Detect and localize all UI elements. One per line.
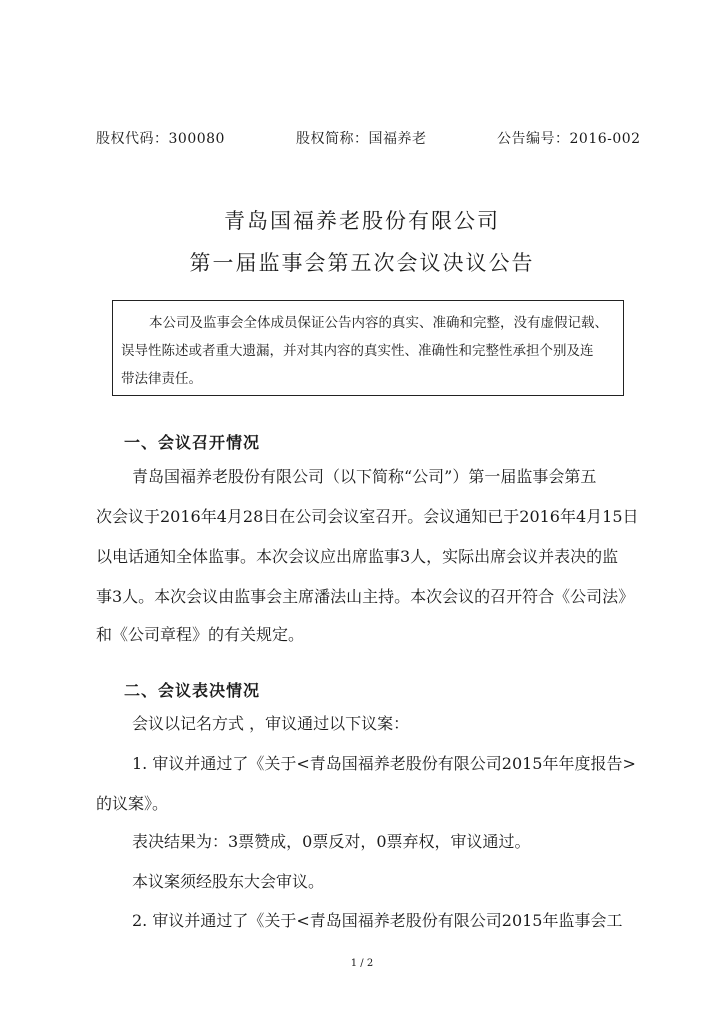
paragraph-line: 次会议于2016年4月28日在公司会议室召开。会议通知已于2016年4月15日 (96, 507, 639, 526)
stock-code: 股权代码：300080 (96, 131, 225, 147)
disclaimer-line: 带法律责任。 (121, 371, 202, 387)
paragraph-line: 事3人。本次会议由监事会主席潘法山主持。本次会议的召开符合《公司法》 (96, 587, 635, 606)
disclaimer-line: 误导性陈述或者重大遗漏，并对其内容的真实性、准确性和完整性承担个别及连 (121, 343, 594, 359)
section-heading-voting: 二、会议表决情况 (124, 681, 261, 700)
shareholder-review-note: 本议案须经股东大会审议。 (132, 872, 325, 891)
section-heading-meeting-convening: 一、会议召开情况 (124, 433, 261, 452)
vote-result: 表决结果为：3票赞成，0票反对，0票弃权，审议通过。 (132, 832, 531, 851)
motion-2-line: 2. 审议并通过了《关于<青岛国福养老股份有限公司2015年监事会工 (132, 911, 623, 930)
motion-1-line: 1. 审议并通过了《关于<青岛国福养老股份有限公司2015年年度报告> (132, 754, 636, 773)
paragraph-line: 青岛国福养老股份有限公司（以下简称“公司”）第一届监事会第五 (132, 467, 597, 486)
announcement-number: 公告编号：2016-002 (497, 131, 641, 147)
paragraph-line: 以电话通知全体监事。本次会议应出席监事3人，实际出席会议并表决的监 (96, 547, 619, 566)
paragraph-line: 会议以记名方式 ，审议通过以下议案： (132, 714, 410, 733)
motion-1-line: 的议案》。 (96, 794, 169, 813)
disclaimer-line: 本公司及监事会全体成员保证公告内容的真实、准确和完整，没有虚假记载、 (149, 315, 608, 331)
disclaimer-box (112, 300, 624, 396)
stock-short-name: 股权简称：国福养老 (296, 131, 427, 147)
company-title: 青岛国福养老股份有限公司 (224, 209, 500, 233)
paragraph-line: 和《公司章程》的有关规定。 (96, 625, 305, 644)
announcement-title: 第一届监事会第五次会议决议公告 (189, 251, 535, 275)
page-number: 1 / 2 (350, 958, 374, 969)
